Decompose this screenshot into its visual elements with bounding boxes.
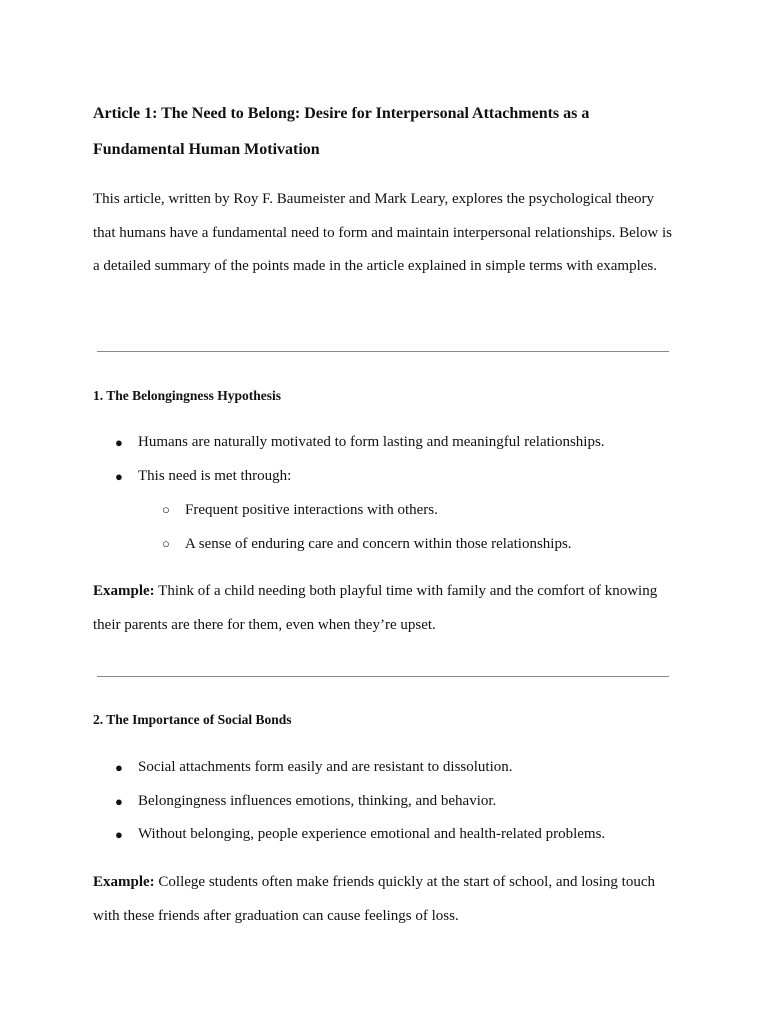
example-paragraph [93,866,673,933]
hollow-bullet-icon: ○ [162,536,170,551]
list-item-text: Without belonging, people experience emotional and health-related problems. [138,826,606,842]
bullet-icon: ● [115,827,123,842]
section-heading-social-bonds: 2. The Importance of Social Bonds [93,712,292,727]
section-divider [97,676,669,677]
example-label: Example: [93,874,155,890]
sub-list-item-text: A sense of enduring care and concern within those relationships. [185,536,572,552]
list-item-text: Belongingness influences emotions, thinking, and behavior. [138,793,497,809]
list-item-text: Social attachments form easily and are resistant to dissolution. [138,759,513,775]
sub-list-item-text: Frequent positive interactions with others. [185,502,438,518]
bullet-icon: ● [115,435,123,450]
example-label: Example: [93,583,155,599]
section-heading-belongingness: 1. The Belongingness Hypothesis [93,388,282,403]
hollow-bullet-icon: ○ [162,502,170,517]
bullet-icon: ● [115,794,123,809]
intro-paragraph: This article, written by Roy F. Baumeister and Mark Leary, explores the psychological theory that humans have a fundamental need to form and maintain interpersonal relationships. Below is a detailed summary of the points made in the article explained in simple terms with examples. [93,191,673,275]
list-item-text: Humans are naturally motivated to form lasting and meaningful relationships. [138,434,605,450]
section-divider [97,351,669,352]
bullet-icon: ● [115,760,123,775]
example-text: Think of a child needing both playful time with family and the comfort of knowing their parents are there for them, even when they’re upset. [93,583,658,633]
example-text: College students often make friends quickly at the start of school, and losing touch with these friends after graduation can cause feelings of loss. [93,874,655,924]
article-title: Article 1: The Need to Belong: Desire for Interpersonal Attachments as a Fundamental Human Motivation [93,105,590,158]
bullet-icon: ● [115,469,123,484]
example-paragraph [93,575,673,642]
list-item-text: This need is met through: [138,468,292,484]
